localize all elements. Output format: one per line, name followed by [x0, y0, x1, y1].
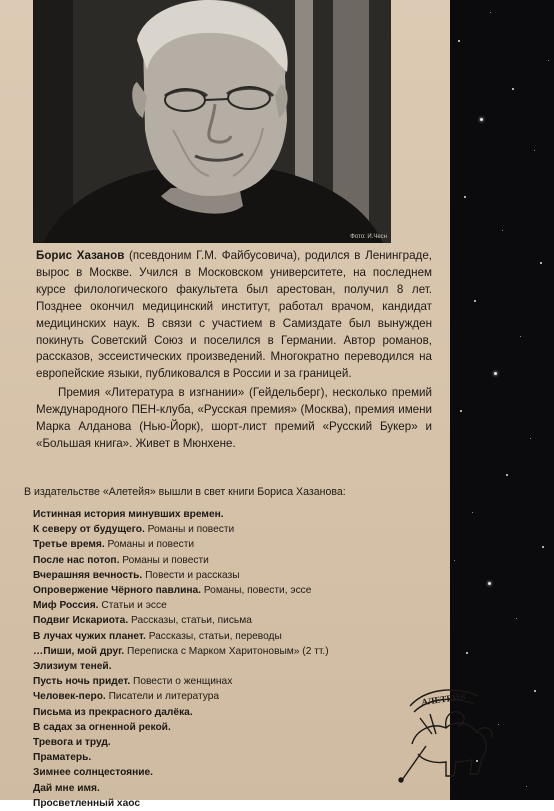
- book-item: [33, 705, 329, 720]
- book-item: [33, 568, 329, 583]
- book-description: Рассказы, статьи, письма: [128, 615, 252, 627]
- book-description: Романы и повести: [144, 524, 235, 536]
- books-list: [33, 507, 329, 811]
- book-item: [33, 644, 329, 659]
- book-title: Зимнее солнцестояние.: [33, 767, 154, 779]
- book-description: Рассказы, статьи, переводы: [145, 630, 282, 642]
- book-item: [33, 659, 329, 674]
- book-title: Праматерь.: [33, 752, 92, 764]
- book-title: Пусть ночь придет.: [33, 676, 131, 688]
- publisher-logo-text: АЛЕТЕЙЯ: [420, 690, 467, 708]
- book-title: В лучах чужих планет.: [33, 630, 146, 642]
- book-item: [33, 689, 329, 704]
- author-portrait: [33, 0, 391, 243]
- book-description: Писатели и литература: [105, 691, 220, 703]
- book-item: [33, 522, 329, 537]
- author-biography: [36, 248, 432, 453]
- book-item: [33, 613, 329, 628]
- book-title: Вчерашняя вечность.: [33, 569, 143, 581]
- book-title: Опровержение Чёрного павлина.: [33, 585, 201, 597]
- book-description: Статьи и эссе: [98, 600, 167, 612]
- book-item: [33, 765, 329, 780]
- book-title: К северу от будущего.: [33, 524, 145, 536]
- book-title: Человек-перо.: [33, 691, 106, 703]
- book-item: [33, 720, 329, 735]
- book-item: [33, 750, 329, 765]
- books-heading: В издательстве «Алетейя» вышли в свет книги Бориса Хазанова:: [24, 486, 346, 498]
- book-item: [33, 735, 329, 750]
- book-item: [33, 674, 329, 689]
- book-item: [33, 537, 329, 552]
- book-description: Повести и рассказы: [142, 569, 240, 581]
- book-title: Истинная история минувших времен.: [33, 509, 224, 520]
- book-title: Подвиг Искариота.: [33, 615, 129, 627]
- bio-paragraph-1-text: (псевдоним Г.М. Файбусовича), родился в Ленинграде, вырос в Москве. Учился в Московском университете, на последнем курсе филологического факультета был арестован, получил 8 лет. Позднее окончил медицинский институт, работал врачом, кандидат медицинских наук. В связи с участием в Самиздате был вынужден покинуть Советский Союз и поселился в Германии. Автор романов, рассказов, эссеистических произведений. Многократно переводился на европейские языки, публиковался в России и за границей.: [36, 249, 432, 381]
- book-title: Третье время.: [33, 539, 105, 551]
- book-description: Романы и повести: [104, 539, 195, 551]
- book-title: Просветленный хаос: [33, 797, 141, 809]
- book-description: Романы, повести, эссе: [201, 585, 312, 597]
- book-title: Письма из прекрасного далёка.: [33, 706, 193, 718]
- book-title: …Пиши, мой друг.: [33, 645, 125, 657]
- book-item: [33, 583, 329, 598]
- book-item: [33, 507, 329, 522]
- book-title: Дай мне имя.: [33, 782, 100, 794]
- book-title: После нас потоп.: [33, 554, 120, 566]
- book-item: [33, 781, 329, 796]
- book-item: [33, 796, 329, 811]
- bio-paragraph-2: Премия «Литература в изгнании» (Гейдельберг), несколько премий Международного ПЕН-клуба, «Русская премия» (Москва), премия имени Марка Алданова (Нью-Йорк), шорт-лист премий «Русский Букер» и «Большая книга». Живет в Мюнхене.: [36, 386, 432, 450]
- author-name: Борис Хазанов: [36, 249, 125, 262]
- publisher-logo-icon: [392, 684, 502, 784]
- book-title: Элизиум теней.: [33, 661, 112, 673]
- book-description: Повести о женщинах: [130, 676, 233, 688]
- bio-paragraph-1: [36, 248, 432, 383]
- book-description: Романы и повести: [119, 554, 209, 566]
- book-title: Тревога и труд.: [33, 737, 111, 749]
- starfield-spine: [450, 0, 554, 800]
- photo-credit: Фото: И.Чесн: [350, 234, 387, 240]
- book-item: [33, 629, 329, 644]
- book-item: [33, 553, 329, 568]
- book-description: Переписка с Марком Харитоновым» (2 тт.): [124, 645, 329, 657]
- book-title: Миф Россия.: [33, 600, 99, 612]
- book-title: В садах за огненной рекой.: [33, 721, 171, 733]
- book-item: [33, 598, 329, 613]
- author-photo: [33, 0, 391, 243]
